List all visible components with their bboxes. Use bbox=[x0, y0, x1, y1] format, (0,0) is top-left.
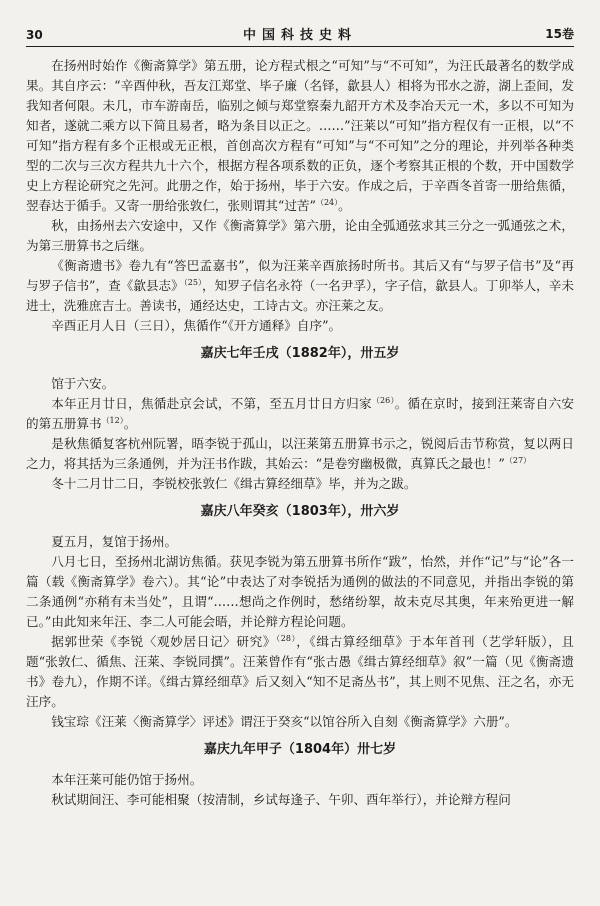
section-heading: 嘉庆八年癸亥（1803年），卅六岁 bbox=[200, 504, 400, 519]
paragraph: 冬十二月廿二日，李锐校张敦仁《缉古算经细草》毕，并为之跋。 bbox=[51, 476, 417, 491]
section-heading: 嘉庆七年壬戌（1882年），卅五岁 bbox=[200, 346, 400, 361]
paragraph: 钱宝琮《汪莱〈衡斋算学〉评述》谓汪于癸亥“以馆谷所入自刻《衡斋算学》六册”。 bbox=[51, 714, 518, 729]
volume-label: 15卷 bbox=[545, 27, 574, 41]
citation: （24） bbox=[315, 197, 339, 207]
paragraph: 辛酉正月人日（三日），焦循作“《开方通释》自序”。 bbox=[51, 318, 342, 333]
paragraph: 《衡斋遗书》卷九有“答巴孟嘉书”，似为汪莱辛酉旅扬时所书。其后又有“与罗子信书”及“再与罗子信书”，查《歙县志》$^{(25)}$，知罗子信名永符（一名尹孚），字子信，歙县人。丁卯举人，辛未进士，洗雅庶吉士。善读书，通经达史，工诗古文。亦汪莱之友。 bbox=[26, 258, 574, 313]
paragraph: 八月七日，至扬州北湖访焦循。获见李锐为第五册算书所作“跋”，怡然，并作“记”与“论”各一篇（载《衡斋算学》卷六）。其“论”中表达了对李锐括为通例的做法的不同意见，并指出李锐的第二条通例“亦稍有未当处”，且谓“……想尚之作例时，愁绪纷挐，故未克尽其奥，年来殆更进一解已。”由此知来年汪、李二人可能会晤，并论辩方程论问题。 bbox=[26, 554, 574, 629]
paragraph: 在扬州时始作《衡斋算学》第五册，论方程式根之“可知”与“不可知”，为汪氏最著名的数学成果。其自序云：“辛酉仲秋，吾友江郑堂、毕子廉（名铎，歙县人）相将为邗水之游，湖上歪间，发我知者何限。未几，市车游南岳，临别之倾与郑堂察秦九韶开方术及李冶天元一术，多以不可知为知者，遂就二乘方以下简且易者，略为条目以正之。……”汪莱以“可知”指方程仅有一正根，以“不可知”指方程有多个正根或无正根，首创高次方程有“可知”与“不可知”之分的理论，并列举各种类型的二次与三次方程共九十六个，根据方程各项系数的正负，逐个考察其正根的个数，开中国数学史上方程论研究之先河。此册之作，始于扬州，毕于六安。作成之后，于辛酉冬首寄一册给焦循，翌春达于循手。又寄一册给张敦仁，张则谓其“过苦”$^{(24)}$。 bbox=[26, 58, 574, 213]
paragraph: 本年正月廿日，焦循赴京会试，不第，至五月廿日方归家$^{(26)}$。循在京时，接到汪莱寄自六安的第五册算书$^{(12)}$。 bbox=[26, 395, 575, 431]
article-body bbox=[26, 56, 574, 810]
paragraph: 本年汪莱可能仍馆于扬州。 bbox=[51, 772, 203, 787]
citation: （26） bbox=[371, 395, 395, 405]
page-number: 30 bbox=[26, 28, 43, 42]
citation: （25） bbox=[183, 277, 203, 287]
citation: （27） bbox=[504, 455, 532, 465]
paragraph: 夏五月，复馆于扬州。 bbox=[51, 534, 178, 549]
paragraph: 秋，由扬州去六安途中，又作《衡斋算学》第六册，论由全弧通弦求其三分之一弧通弦之术，为第三册算书之后继。 bbox=[26, 218, 574, 253]
section-heading: 嘉庆九年甲子（1804年）卅七岁 bbox=[203, 742, 397, 757]
citation: （28） bbox=[276, 633, 297, 643]
paragraph: 秋试期间汪、李可能相聚（按清制，乡试每逢子、午卯、酉年举行），并论辩方程问 bbox=[51, 792, 511, 807]
journal-title: 中国科技史料 bbox=[242, 28, 357, 43]
page-header bbox=[26, 24, 574, 47]
paragraph: 据郭世荣《李锐〈观妙居日记〉研究》$^{(28)}$，《缉古算经细草》于本年首刊（艺学轩版），且题“张敦仁、循焦、汪莱、李锐同撰”。汪莱曾作有“张古愚《缉古算经细草》叙”一篇（见《衡斋遗书》卷九），作期不详。《缉古算经细草》后又刻入“知不足斋丛书”，其上则不见焦、汪之名，亦无汪序。 bbox=[26, 633, 574, 709]
citation: （12） bbox=[101, 415, 124, 425]
paragraph: 馆于六安。 bbox=[51, 376, 115, 391]
paragraph: 是秋焦循复客杭州阮署，晤李锐于孤山，以汪莱第五册算书示之，锐阅后击节称赏，复以两日之力，将其括为三条通例，并为汪书作跋，其始云：“是卷穷幽极微，真算氏之最也！”$^{(27)}$ bbox=[26, 436, 574, 471]
